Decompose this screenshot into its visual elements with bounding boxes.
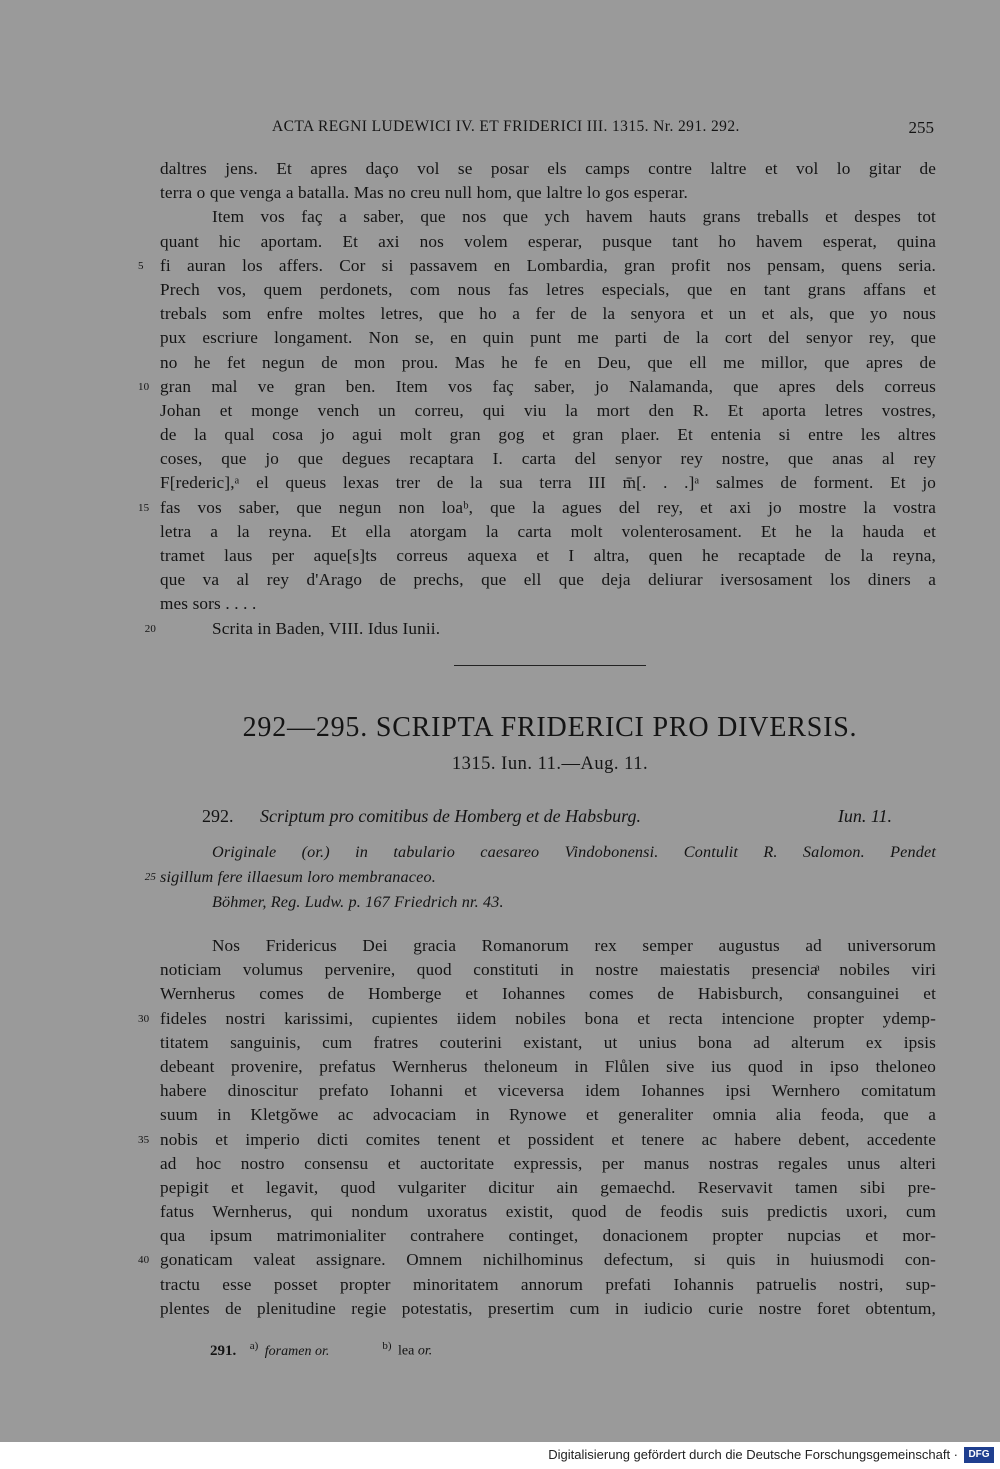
line-text: nobis et imperio dicti comites tenent et possident et tenere ac habere debent, accedente	[160, 1129, 936, 1149]
text-line	[138, 254, 936, 278]
line-text: que va al rey d'Arago de prechs, que ell que deja deliurar iversosament los diners a	[160, 570, 936, 590]
line-number: 20	[144, 622, 156, 635]
text-line	[160, 1297, 936, 1321]
line-text: Johan et monge vench un correu, qui viu la mort den R. Et aporta letres vostres,	[160, 400, 936, 420]
line-text: gonaticam valeat assignare. Omnem nichilhominus defectum, si quis in huiusmodi con-	[160, 1250, 936, 1270]
line-number: 10	[138, 380, 150, 393]
dfg-logo-icon: DFG	[964, 1447, 994, 1463]
line-text: habere dinoscitur prefato Iohanni et viceversa idem Iohannes ipsi Wernhero comitatum	[160, 1081, 936, 1101]
text-line	[138, 375, 936, 399]
line-text: plentes de plenitudine regie potestatis, presertim cum in iudicio curie nostre foret obtentum,	[160, 1298, 936, 1318]
line-text: de la qual cosa jo agui molt gran gog et gran plaer. Et entenia si entre les altres	[160, 425, 936, 445]
line-number: 5	[138, 259, 144, 272]
line-text: Item vos faç a saber, que nos que ych havem hauts grans treballs et despes tot	[212, 207, 936, 227]
footnote-b-source: or.	[417, 1343, 433, 1359]
line-number: 40	[138, 1254, 150, 1267]
line-text: Originale (or.) in tabulario caesareo Vindobonensi. Contulit R. Salomon. Pendet	[212, 843, 936, 861]
letter-text-block	[138, 157, 936, 641]
line-text: trebals som enfre moltes letres, que ho a fer de la senyora et un et als, que yo nous	[160, 304, 936, 324]
line-text: fideles nostri karissimi, cupientes iidem nobiles bona et recta intencione propter ydemp-	[160, 1008, 936, 1028]
text-line	[160, 982, 936, 1006]
text-line	[160, 568, 936, 592]
line-text: fas vos saber, que negun non loaᵇ, que la agues del rey, et axi jo mostre la vostra	[160, 497, 936, 517]
text-line	[138, 1248, 936, 1272]
text-line	[160, 157, 936, 181]
line-text: sigillum fere illaesum loro membranaceo.	[160, 868, 436, 886]
line-number: 15	[138, 501, 150, 514]
text-line	[160, 447, 936, 471]
text-line	[160, 1103, 936, 1127]
line-text: F[rederic],ᵃ el queus lexas trer de la sua terra III m̄[. . .]ᵃ salmes de forment. Et jo	[160, 473, 936, 493]
text-line	[160, 302, 936, 326]
line-text: ad hoc nostro consensu et auctoritate expressis, per manus nostras regales unus alteri	[160, 1153, 936, 1173]
text-line	[160, 423, 936, 447]
line-text: noticiam volumus pervenire, quod constituti in nostre maiestatis presenciaͣ nobiles viri	[160, 960, 936, 980]
text-line	[160, 1055, 936, 1079]
text-line	[160, 840, 936, 865]
text-line	[160, 1200, 936, 1224]
text-line	[160, 592, 936, 616]
document-title: Scriptum pro comitibus de Homberg et de Habsburg.	[260, 806, 641, 826]
line-text: titatem sanguinis, cum fratres couterini existant, ut unius bona ad alterum ex ipsis	[160, 1032, 936, 1052]
charter-text-block	[138, 934, 936, 1321]
text-line	[160, 520, 936, 544]
footnotes	[210, 1340, 432, 1360]
text-line	[160, 471, 936, 495]
text-line	[160, 326, 936, 350]
text-line	[160, 544, 936, 568]
line-text: debeant provenire, prefatus Wernherus theloneum in Flůlen sive ius quod in ipso theloneo	[160, 1056, 936, 1076]
digitization-footer	[0, 1442, 1000, 1469]
line-text: Böhmer, Reg. Ludw. p. 167 Friedrich nr. 43.	[212, 893, 504, 911]
text-line	[160, 1031, 936, 1055]
document-number: 292.	[202, 806, 234, 826]
line-number: 35	[138, 1133, 150, 1146]
text-line	[160, 181, 936, 205]
line-text: fatus Wernherus, qui nondum uxoratus existit, quod de feodis suis predictis uxori, cum	[160, 1202, 936, 1222]
text-line	[160, 1079, 936, 1103]
line-text: tractu esse posset propter minoritatem annorum prefati Iohannis patruelis nostri, sup-	[160, 1274, 936, 1294]
line-text: quant hic aportam. Et axi nos volem esperar, pusque tant ho havem esperat, quina	[160, 231, 936, 251]
text-line	[138, 496, 936, 520]
text-line	[160, 1224, 936, 1248]
digitization-credit: Digitalisierung gefördert durch die Deutsche Forschungsgemeinschaft ·	[548, 1447, 958, 1462]
line-text: tramet laus per aque[s]ts correus aquexa et I altra, quen he recaptade de la reyna,	[160, 546, 936, 565]
text-line	[160, 890, 936, 915]
source-notes-block	[144, 840, 936, 915]
section-dates: 1315. Iun. 11.—Aug. 11.	[451, 754, 649, 774]
footnote-b-text: lea	[398, 1343, 415, 1359]
line-text: Scrita in Baden, VIII. Idus Iunii.	[212, 618, 441, 638]
line-number: 25	[144, 871, 156, 883]
running-title: ACTA REGNI LUDEWICI IV. ET FRIDERICI III. 1315. Nr. 291. 292.	[272, 118, 740, 135]
text-line	[160, 958, 936, 982]
page-number: 255	[908, 118, 934, 137]
line-text: no he fet negun de mon prou. Mas he fe en Deu, que ell me millor, que apres de	[160, 352, 936, 372]
text-line	[138, 1007, 936, 1031]
text-line	[160, 934, 936, 958]
line-text: qua ipsum matrimonialiter contrahere continget, donacionem propter nupcias et mor-	[160, 1226, 936, 1246]
text-line	[160, 1176, 936, 1200]
footnote-mark-b: b)	[382, 1340, 392, 1352]
line-text: pepigit et legavit, quod vulgariter dicitur ain gemaechd. Reservavit tamen sibi pre-	[160, 1177, 936, 1197]
line-text: mes sors . . . .	[160, 594, 257, 614]
document-date: Iun. 11.	[837, 806, 892, 826]
text-line	[160, 351, 936, 375]
line-text: coses, que jo que degues recaptara I. carta del senyor rey nostre, que anas al rey	[160, 449, 936, 469]
line-text: pux escriure longament. Non se, en quin punt me parti de la cort del senyor rey, que	[160, 328, 936, 348]
section-divider-rule	[454, 665, 646, 666]
line-text: Prech vos, quem perdonets, com nous fas letres especials, que en tant grans affans et	[160, 279, 936, 299]
line-text: suum in Kletgŏwe ac advocaciam in Rynowe et generaliter omnia alia feoda, que a	[160, 1105, 936, 1125]
running-header	[160, 118, 938, 142]
line-text: daltres jens. Et apres daço vol se posar els camps contre laltre et vol lo gitar de	[160, 159, 936, 178]
line-text: Nos Fridericus Dei gracia Romanorum rex semper augustus ad universorum	[212, 936, 936, 955]
text-line	[144, 617, 936, 641]
line-text: gran mal ve gran ben. Item vos faç saber, jo Nalamanda, que apres dels correus	[160, 376, 936, 396]
text-line	[160, 230, 936, 254]
section-title: 292—295. SCRIPTA FRIDERICI PRO DIVERSIS.	[242, 712, 858, 743]
line-text: Wernherus comes de Homberge et Iohannes comes de Habisburch, consanguinei et	[160, 984, 936, 1004]
text-line	[144, 865, 936, 890]
document-heading	[160, 806, 936, 830]
footnote-a-text: foramen or.	[264, 1343, 330, 1359]
footnote-doc-number: 291.	[210, 1342, 237, 1359]
text-line	[138, 1128, 936, 1152]
line-text: terra o que venga a batalla. Mas no creu null hom, que laltre lo gos esperar.	[160, 183, 688, 203]
footnote-mark-a: a)	[249, 1340, 259, 1352]
line-number: 30	[138, 1012, 150, 1025]
line-text: letra a la reyna. Et ella atorgam la carta molt volenterosament. Et he la hauda et	[160, 521, 936, 541]
text-line	[160, 278, 936, 302]
text-line	[160, 205, 936, 229]
line-text: fi auran los affers. Cor si passavem en Lombardia, gran profit nos pensam, quens seria.	[160, 255, 936, 275]
text-line	[160, 1273, 936, 1297]
text-line	[160, 399, 936, 423]
text-line	[160, 1152, 936, 1176]
